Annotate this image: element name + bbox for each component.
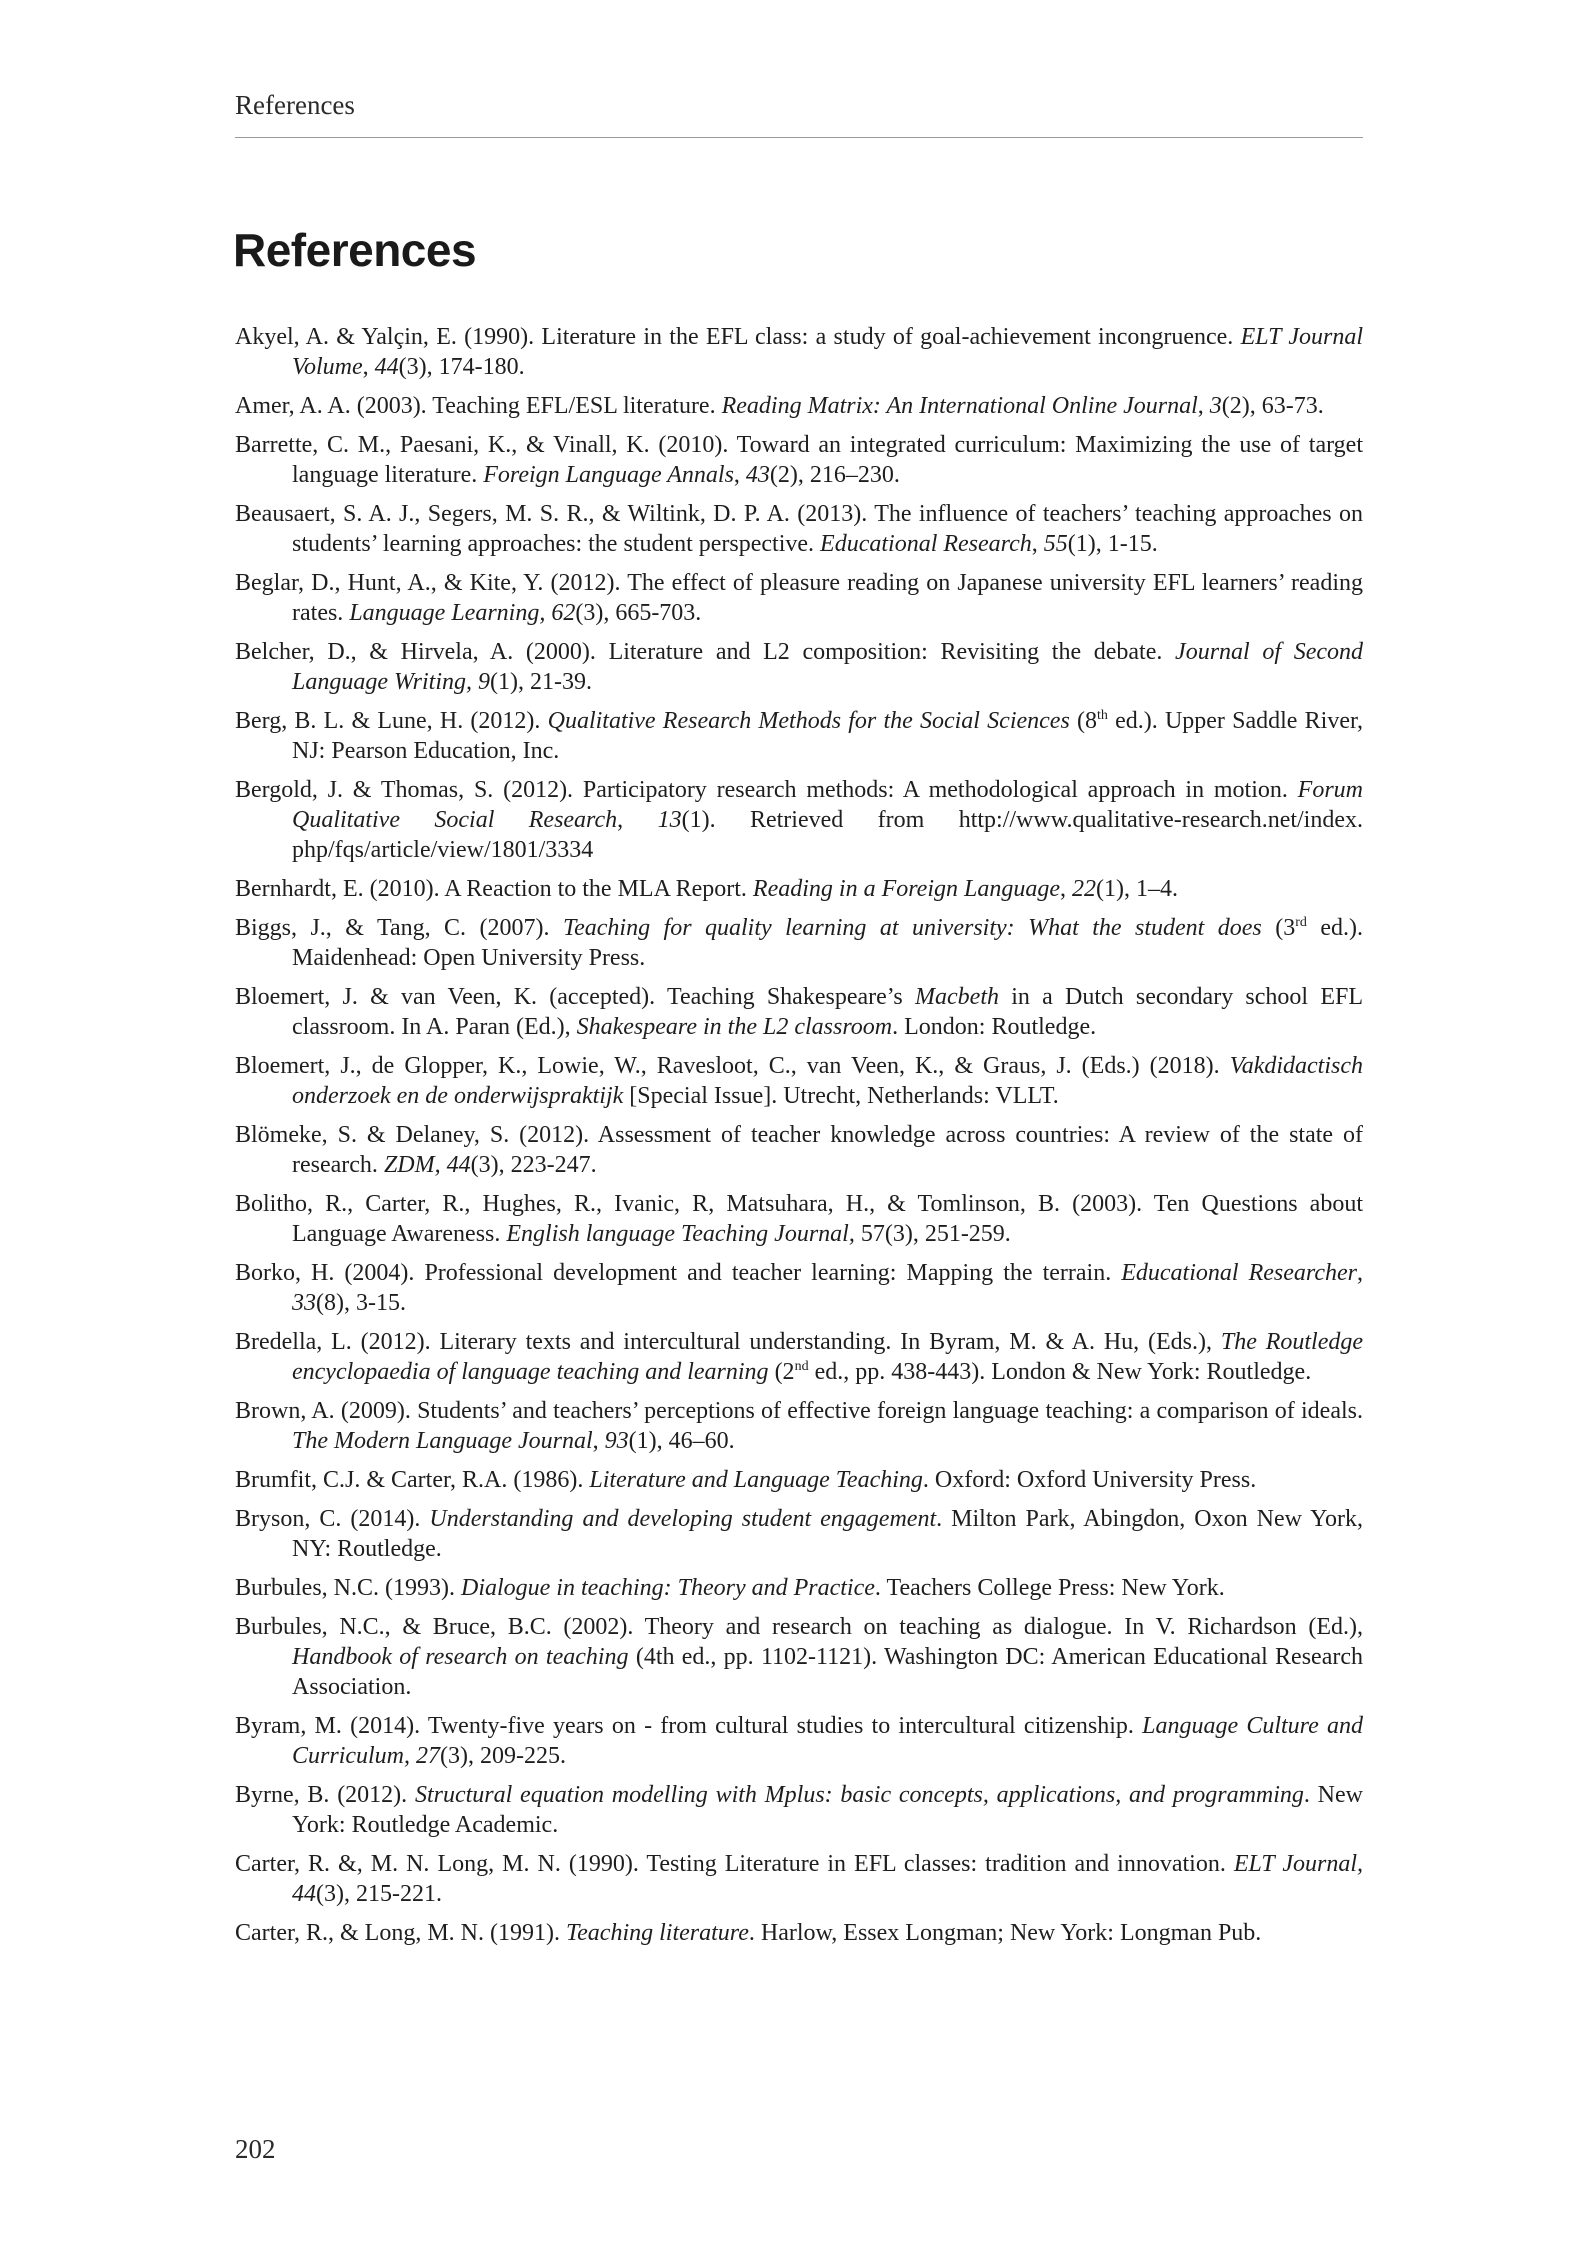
reference-entry [235, 1465, 1363, 1495]
reference-entry [235, 1918, 1363, 1948]
reference-italic-text: 93 [604, 1428, 629, 1454]
reference-text: , [617, 807, 658, 833]
reference-italic-text: 33 [292, 1290, 316, 1316]
reference-entry [235, 568, 1363, 628]
reference-italic-text: Teaching for quality learning at university: What the student does [562, 915, 1262, 941]
reference-superscript: nd [794, 1359, 809, 1374]
reference-entry [235, 322, 1363, 382]
reference-text: Beausaert, S. A. J., Segers, M. S. R., & Wiltink, D. P. A. (2013). The influence of teachers’ teaching approaches on students’ learning approaches: the student perspective. [235, 501, 1363, 557]
reference-text: Blömeke, S. & Delaney, S. (2012). Assessment of teacher knowledge across countries: A review of the state of research. [235, 1122, 1363, 1178]
reference-text: (4th ed., pp. 1102-1121). Washington DC: American Educational Research Association. [292, 1644, 1363, 1700]
reference-text: Bloemert, J., de Glopper, K., Lowie, W., Ravesloot, C., van Veen, K., & Graus, J. (Eds.) (2018). [235, 1053, 1230, 1079]
reference-text: Carter, R. &, M. N. Long, M. N. (1990). Testing Literature in EFL classes: tradition and innovation. [235, 1851, 1234, 1877]
page-title: References [233, 224, 477, 276]
reference-text: in a Dutch secondary school EFL classroom. In A. Paran (Ed.), [292, 984, 1363, 1040]
reference-italic-text: ELT Journal Volume [292, 324, 1363, 380]
reference-text: Borko, H. (2004). Professional development and teacher learning: Mapping the terrain. [235, 1260, 1122, 1286]
reference-text: (2), 63-73. [1221, 393, 1324, 419]
reference-italic-text: Understanding and developing student engagement [429, 1506, 937, 1532]
page-number: 202 [235, 2134, 276, 2164]
reference-italic-text: Language Culture and Curriculum, 27 [292, 1713, 1363, 1769]
reference-text: Byrne, B. (2012). [235, 1782, 415, 1808]
reference-text: (1), 1–4. [1096, 876, 1178, 902]
reference-italic-text: English language Teaching Journal, [506, 1221, 855, 1247]
reference-italic-text: 13 [657, 807, 682, 833]
reference-text: , [1060, 876, 1072, 902]
reference-italic-text: Literature and Language Teaching [589, 1467, 923, 1493]
reference-italic-text: Foreign Language Annals [483, 462, 734, 488]
reference-text: (1), 21-39. [490, 669, 592, 695]
reference-italic-text: Dialogue in teaching: Theory and Practice [460, 1575, 875, 1601]
reference-entry [235, 874, 1363, 904]
reference-italic-text: ZDM, 44 [383, 1152, 471, 1178]
reference-italic-text: The Routledge encyclopaedia of language teaching and learning [292, 1329, 1363, 1385]
reference-italic-text: The Modern Language Journal [292, 1428, 593, 1454]
reference-entry [235, 1189, 1363, 1249]
reference-italic-text: Language Learning, 62 [349, 600, 576, 626]
reference-entry [235, 1504, 1363, 1564]
reference-text: . Teachers College Press: New York. [874, 1575, 1225, 1601]
reference-text: Bolitho, R., Carter, R., Hughes, R., Ivanic, R, Matsuhara, H., & Tomlinson, B. (2003). Ten Questions about Language Awareness. [235, 1191, 1363, 1247]
reference-entry [235, 913, 1363, 973]
reference-text: (3), 223-247. [470, 1152, 597, 1178]
reference-entry [235, 1573, 1363, 1603]
reference-text: . Oxford: Oxford University Press. [922, 1467, 1257, 1493]
reference-italic-text: ELT Journal, 44 [292, 1851, 1363, 1907]
reference-entry [235, 1711, 1363, 1771]
reference-italic-text: 43 [745, 462, 770, 488]
reference-entry [235, 1120, 1363, 1180]
reference-text: (1), 1-15. [1067, 531, 1158, 557]
reference-text: (8), 3-15. [316, 1290, 406, 1316]
reference-italic-text: Educational Research [820, 531, 1032, 557]
reference-text: Amer, A. A. (2003). Teaching EFL/ESL literature. [235, 393, 722, 419]
reference-text: (3 [1261, 915, 1296, 941]
reference-text: (3), 215-221. [316, 1881, 442, 1907]
reference-text: Burbules, N.C., & Bruce, B.C. (2002). Theory and research on teaching as dialogue. In V. Richardson (Ed.), [235, 1614, 1363, 1640]
reference-italic-text: Reading in a Foreign Language [752, 876, 1060, 902]
reference-text: (3), 665-703. [575, 600, 702, 626]
reference-text: Bredella, L. (2012). Literary texts and intercultural understanding. In Byram, M. & A. Hu, (Eds.), [235, 1329, 1221, 1355]
reference-text: . New York: Routledge Academic. [292, 1782, 1363, 1838]
header-divider [235, 137, 1363, 138]
reference-list [235, 322, 1363, 1957]
reference-text: , [1031, 531, 1044, 557]
reference-text: , [1357, 1260, 1363, 1286]
reference-text: ed.). Maidenhead: Open University Press. [292, 915, 1363, 971]
reference-italic-text: Handbook of research on teaching [292, 1644, 629, 1670]
reference-text: Carter, R., & Long, M. N. (1991). [235, 1920, 566, 1946]
reference-text: Biggs, J., & Tang, C. (2007). [235, 915, 563, 941]
reference-entry [235, 775, 1363, 865]
reference-text: Belcher, D., & Hirvela, A. (2000). Literature and L2 composition: Revisiting the debate. [235, 639, 1176, 665]
reference-entry [235, 430, 1363, 490]
reference-text: (2), 216–230. [769, 462, 900, 488]
reference-superscript: rd [1295, 915, 1307, 930]
reference-text: , [1197, 393, 1210, 419]
running-header: References [235, 90, 355, 120]
reference-italic-text: Shakespeare in the L2 classroom [576, 1014, 893, 1040]
reference-entry [235, 1327, 1363, 1387]
reference-superscript: th [1097, 708, 1108, 723]
reference-text: Brown, A. (2009). Students’ and teachers’ perceptions of effective foreign language teaching: a comparison of ideals. [235, 1398, 1363, 1424]
reference-italic-text: Educational Researcher [1121, 1260, 1357, 1286]
reference-text: Bloemert, J. & van Veen, K. (accepted). Teaching Shakespeare’s [235, 984, 916, 1010]
reference-text: Akyel, A. & Yalçin, E. (1990). Literature in the EFL class: a study of goal-achievement incongruence. [235, 324, 1241, 350]
reference-text: . Harlow, Essex Longman; New York: Longman Pub. [748, 1920, 1262, 1946]
reference-text: (8 [1069, 708, 1097, 734]
reference-entry [235, 1780, 1363, 1840]
reference-text: ed., pp. 438-443). London & New York: Routledge. [808, 1359, 1312, 1385]
reference-entry [235, 391, 1363, 421]
reference-text: (1). Retrieved from http://www.qualitative-research.net/index. php/fqs/article/view/1801/3334 [292, 807, 1364, 863]
reference-entry [235, 982, 1363, 1042]
reference-entry [235, 637, 1363, 697]
reference-entry [235, 1051, 1363, 1111]
reference-italic-text: Qualitative Research Methods for the Social Sciences [547, 708, 1070, 734]
reference-italic-text: Reading Matrix: An International Online Journal [721, 393, 1198, 419]
reference-entry [235, 1849, 1363, 1909]
reference-entry [235, 499, 1363, 559]
reference-text: Burbules, N.C. (1993). [235, 1575, 461, 1601]
reference-entry [235, 706, 1363, 766]
reference-text: Bergold, J. & Thomas, S. (2012). Participatory research methods: A methodological approach in motion. [235, 777, 1298, 803]
reference-text: (3), 174-180. [398, 354, 525, 380]
reference-text: , [733, 462, 746, 488]
reference-text: . Milton Park, Abingdon, Oxon New York, NY: Routledge. [292, 1506, 1363, 1562]
reference-italic-text: Journal of Second Language Writing, 9 [292, 639, 1363, 695]
reference-italic-text: Structural equation modelling with Mplus: basic concepts, applications, and programming [414, 1782, 1304, 1808]
reference-text: , [592, 1428, 605, 1454]
reference-text: . London: Routledge. [892, 1014, 1097, 1040]
reference-italic-text: 3 [1209, 393, 1222, 419]
reference-entry [235, 1258, 1363, 1318]
reference-text: , [362, 354, 375, 380]
reference-italic-text: 55 [1043, 531, 1068, 557]
reference-entry [235, 1396, 1363, 1456]
reference-text: Bryson, C. (2014). [235, 1506, 430, 1532]
reference-text: Berg, B. L. & Lune, H. (2012). [235, 708, 548, 734]
reference-italic-text: Vakdidactisch onderzoek en de onderwijspraktijk [292, 1053, 1363, 1109]
reference-italic-text: Teaching literature [566, 1920, 749, 1946]
reference-text: [Special Issue]. Utrecht, Netherlands: VLLT. [623, 1083, 1059, 1109]
reference-text: 57(3), 251-259. [854, 1221, 1011, 1247]
reference-italic-text: Forum Qualitative Social Research [292, 777, 1363, 833]
reference-text: (3), 209-225. [440, 1743, 566, 1769]
reference-text: Bernhardt, E. (2010). A Reaction to the MLA Report. [235, 876, 753, 902]
reference-text: Barrette, C. M., Paesani, K., & Vinall, K. (2010). Toward an integrated curriculum: Maximizing the use of target language literature. [235, 432, 1363, 488]
reference-text: (2 [768, 1359, 795, 1385]
reference-italic-text: Macbeth [915, 984, 999, 1010]
reference-italic-text: 22 [1072, 876, 1096, 902]
reference-text: Brumfit, C.J. & Carter, R.A. (1986). [235, 1467, 590, 1493]
reference-entry [235, 1612, 1363, 1702]
reference-italic-text: 44 [374, 354, 399, 380]
reference-text: (1), 46–60. [628, 1428, 735, 1454]
reference-text: Beglar, D., Hunt, A., & Kite, Y. (2012). The effect of pleasure reading on Japanese university EFL learners’ reading rates. [235, 570, 1363, 626]
reference-text: ed.). Upper Saddle River, NJ: Pearson Education, Inc. [292, 708, 1364, 764]
reference-text: Byram, M. (2014). Twenty-five years on - from cultural studies to intercultural citizenship. [235, 1713, 1143, 1739]
